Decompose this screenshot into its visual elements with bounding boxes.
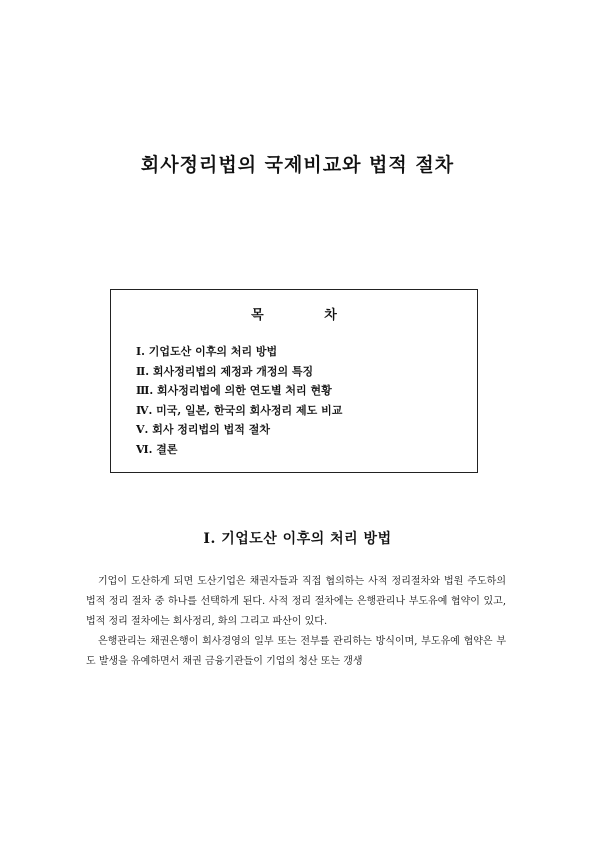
toc-item: Ⅵ. 결론	[136, 442, 178, 456]
toc-item: Ⅴ. 회사 정리법의 법적 절차	[136, 423, 270, 436]
toc-item: Ⅳ. 미국, 일본, 한국의 회사정리 제도 비교	[136, 403, 343, 417]
toc-list	[136, 342, 342, 459]
section-body	[86, 572, 506, 672]
toc-item: Ⅲ. 회사정리법에 의한 연도별 처리 현황	[136, 384, 332, 397]
table-of-contents	[110, 289, 478, 473]
toc-item: Ⅰ. 기업도산 이후의 처리 방법	[136, 345, 278, 358]
body-paragraph: 은행관리는 채권은행이 회사경영의 일부 또는 전부를 관리하는 방식이며, 부도유예 협약은 부도 발생을 유예하면서 채권 금융기관들이 기업의 청산 또는 갱생	[86, 636, 506, 667]
toc-item: Ⅱ. 회사정리법의 제정과 개정의 특징	[136, 364, 314, 378]
document-title: 회사정리법의 국제비교와 법적 절차	[140, 154, 455, 176]
toc-heading: 목 차	[251, 308, 365, 323]
body-paragraph: 기업이 도산하게 되면 도산기업은 채권자들과 직접 협의하는 사적 정리절차와 법원 주도하의 법적 정리 절차 중 하나를 선택하게 된다. 사적 정리 절차에는 은행관리나 부도유예 협약이 있고, 법적 정리 절차에는 회사정리, 화의 그리고 파산이 있다.	[86, 576, 506, 627]
section-heading: Ⅰ. 기업도산 이후의 처리 방법	[203, 531, 392, 547]
